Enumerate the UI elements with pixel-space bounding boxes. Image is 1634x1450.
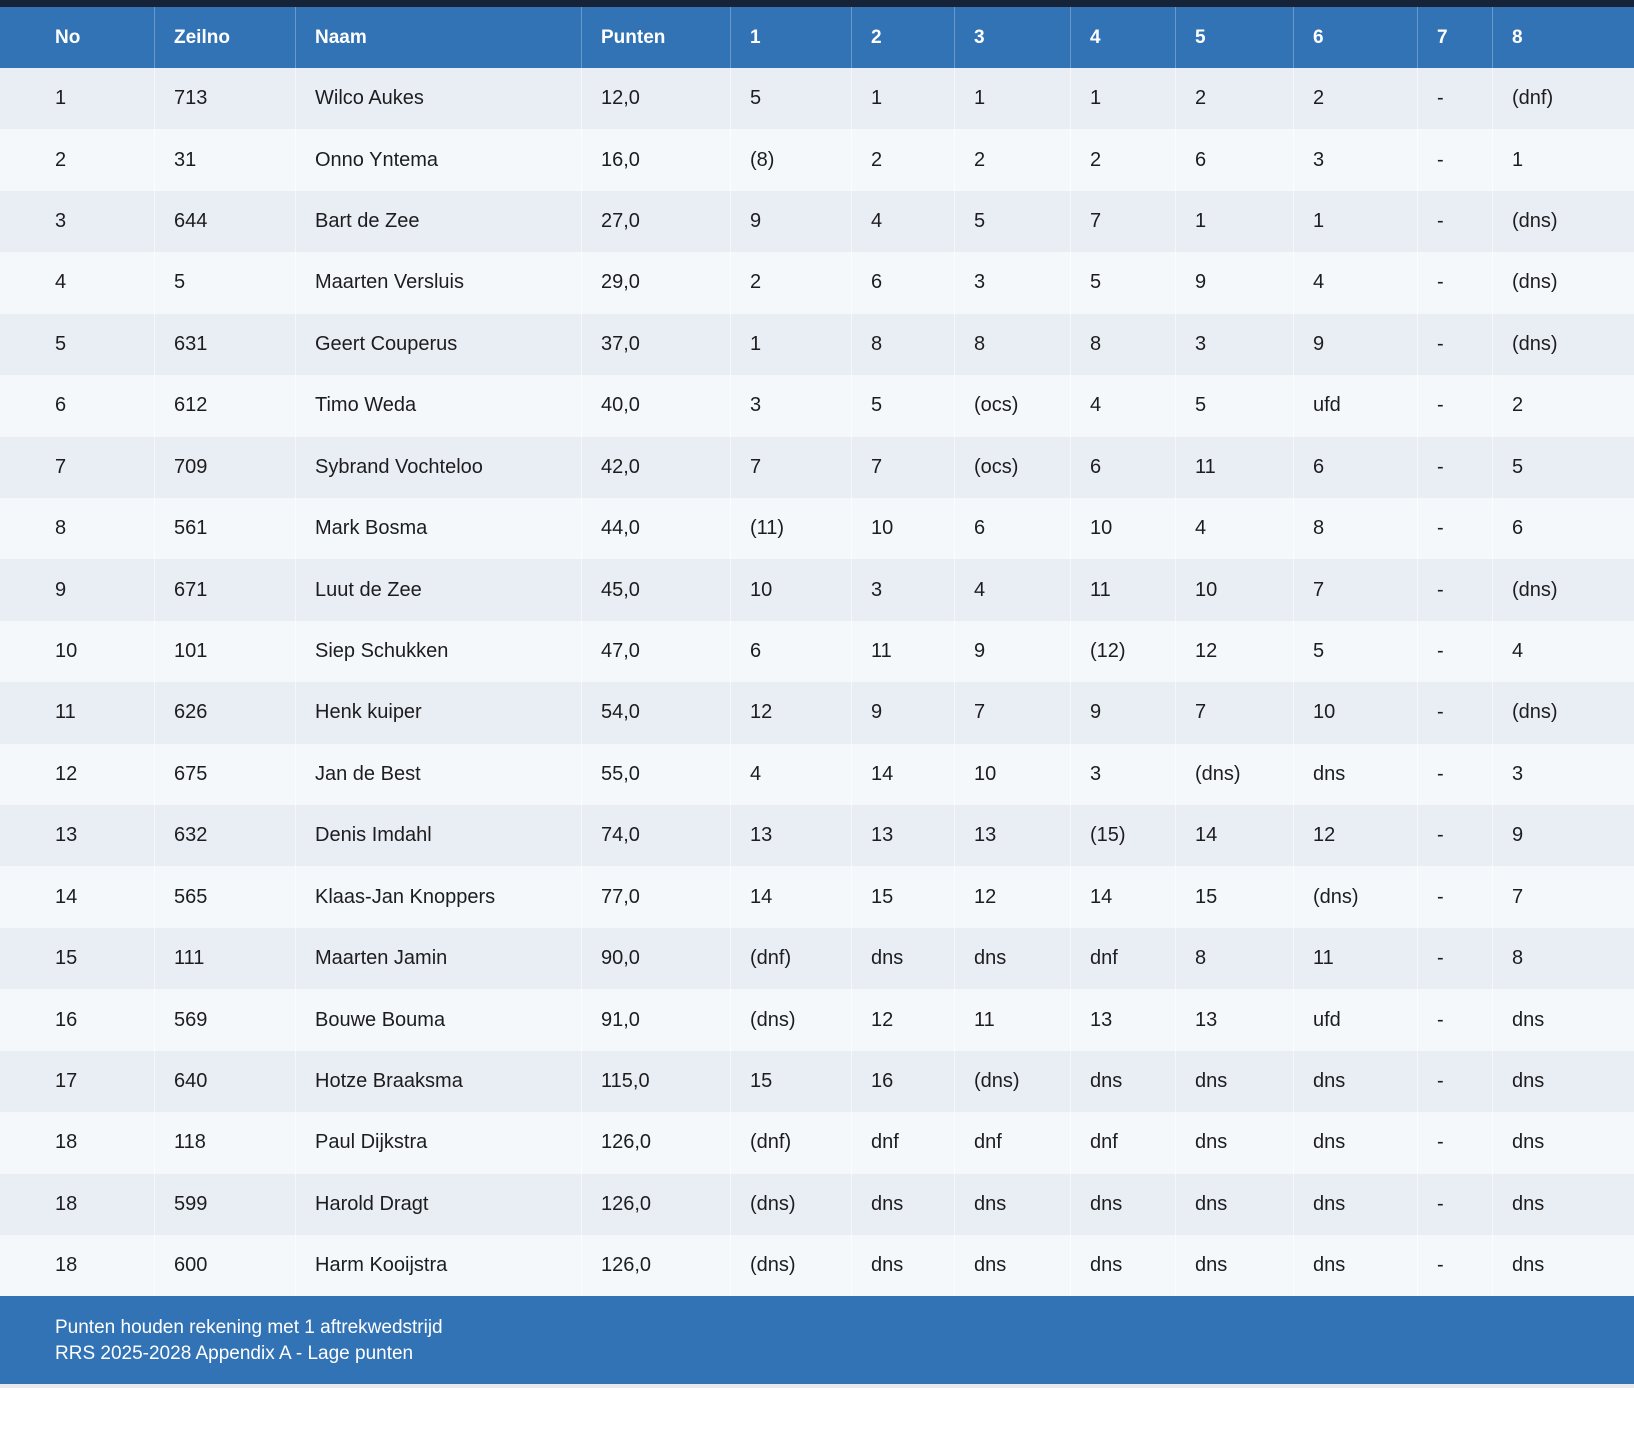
cell-zeilno: 631 [154,314,295,375]
cell-zeilno: 111 [154,928,295,989]
cell-r8: dns [1492,1174,1634,1235]
table-row [0,621,1634,682]
cell-r3: 10 [954,744,1070,805]
cell-zeilno: 675 [154,744,295,805]
cell-zeilno: 569 [154,989,295,1050]
cell-r5: 12 [1175,621,1293,682]
table-row [0,928,1634,989]
cell-r2: 14 [851,744,954,805]
cell-r5: (dns) [1175,744,1293,805]
cell-r8: dns [1492,989,1634,1050]
cell-r8: 9 [1492,805,1634,866]
cell-r1: 6 [730,621,851,682]
cell-naam: Wilco Aukes [295,68,581,129]
cell-no: 5 [55,332,67,355]
cell-r6: dns [1293,1174,1417,1235]
cell-zeilno: 709 [154,437,295,498]
cell-r7: - [1417,314,1492,375]
cell-r4: (12) [1070,621,1175,682]
cell-r4: dns [1070,1235,1175,1296]
cell-no: 7 [55,455,67,478]
cell-r4: dns [1070,1051,1175,1112]
cell-r6: 4 [1293,252,1417,313]
table-row [0,314,1634,375]
cell-naam: Paul Dijkstra [295,1112,581,1173]
cell-r1: (8) [730,129,851,190]
cell-r8: 8 [1492,928,1634,989]
cell-naam: Klaas-Jan Knoppers [295,866,581,927]
cell-zeilno: 118 [154,1112,295,1173]
cell-punten: 126,0 [581,1174,730,1235]
cell-r1: 4 [730,744,851,805]
cell-punten: 47,0 [581,621,730,682]
cell-no: 10 [55,640,78,662]
footer-note-line1: Punten houden rekening met 1 aftrekwedstrijd [55,1317,443,1339]
cell-r6: dns [1293,1051,1417,1112]
cell-no: 14 [55,885,78,908]
footer-note-line2: RRS 2025-2028 Appendix A - Lage punten [55,1343,414,1365]
cell-r3: 13 [954,805,1070,866]
cell-naam: Sybrand Vochteloo [295,437,581,498]
cell-r1: 12 [730,682,851,743]
cell-punten: 55,0 [581,744,730,805]
cell-no: 18 [55,1192,78,1215]
cell-r2: 1 [851,68,954,129]
cell-r1: 15 [730,1051,851,1112]
cell-r7: - [1417,375,1492,436]
cell-r5: dns [1175,1051,1293,1112]
cell-r7: - [1417,866,1492,927]
cell-r2: 12 [851,989,954,1050]
cell-r4: 14 [1070,866,1175,927]
cell-r8: 7 [1492,866,1634,927]
cell-no: 9 [55,578,67,601]
table-row [0,437,1634,498]
cell-r5: 2 [1175,68,1293,129]
cell-r4: dnf [1070,1112,1175,1173]
column-header-r7: 7 [1417,7,1492,68]
cell-no: 3 [55,210,67,233]
cell-r7: - [1417,1051,1492,1112]
cell-naam: Hotze Braaksma [295,1051,581,1112]
cell-punten: 29,0 [581,252,730,313]
cell-r8: 3 [1492,744,1634,805]
cell-r8: (dns) [1492,191,1634,252]
cell-r2: 8 [851,314,954,375]
cell-punten: 42,0 [581,437,730,498]
table-row [0,559,1634,620]
cell-r7: - [1417,989,1492,1050]
cell-r3: 6 [954,498,1070,559]
cell-zeilno: 612 [154,375,295,436]
column-header-r6: 6 [1293,7,1417,68]
column-header-no: No [55,26,81,48]
cell-r8: dns [1492,1112,1634,1173]
cell-r3: 9 [954,621,1070,682]
cell-r7: - [1417,252,1492,313]
cell-r1: 5 [730,68,851,129]
cell-r6: dns [1293,1235,1417,1296]
cell-r7: - [1417,437,1492,498]
column-header-r4: 4 [1070,7,1175,68]
cell-r5: 13 [1175,989,1293,1050]
cell-r2: dns [851,1235,954,1296]
cell-r8: 4 [1492,621,1634,682]
cell-punten: 45,0 [581,559,730,620]
bottom-strip [0,1384,1634,1388]
cell-zeilno: 101 [154,621,295,682]
cell-r6: 11 [1293,928,1417,989]
cell-r6: (dns) [1293,866,1417,927]
cell-no: 18 [55,1131,78,1154]
cell-r8: (dns) [1492,559,1634,620]
cell-r2: 6 [851,252,954,313]
cell-r6: dns [1293,744,1417,805]
cell-r8: 6 [1492,498,1634,559]
cell-no: 13 [55,824,78,847]
cell-r6: 9 [1293,314,1417,375]
cell-punten: 126,0 [581,1235,730,1296]
cell-r6: 7 [1293,559,1417,620]
cell-punten: 54,0 [581,682,730,743]
cell-no: 15 [55,947,78,970]
cell-r7: - [1417,1235,1492,1296]
cell-r5: dns [1175,1235,1293,1296]
cell-zeilno: 713 [154,68,295,129]
table-row [0,498,1634,559]
table-row [0,682,1634,743]
cell-naam: Bouwe Bouma [295,989,581,1050]
cell-r8: (dns) [1492,682,1634,743]
cell-r1: 10 [730,559,851,620]
table-row [0,252,1634,313]
cell-zeilno: 5 [154,252,295,313]
cell-r6: ufd [1293,375,1417,436]
cell-r3: 2 [954,129,1070,190]
cell-no: 17 [55,1069,78,1092]
cell-naam: Bart de Zee [295,191,581,252]
table-row [0,375,1634,436]
cell-r3: dnf [954,1112,1070,1173]
cell-r5: 15 [1175,866,1293,927]
column-header-r2: 2 [851,7,954,68]
cell-r4: dnf [1070,928,1175,989]
cell-zeilno: 31 [154,129,295,190]
cell-r3: 7 [954,682,1070,743]
table-row [0,191,1634,252]
table-row [0,866,1634,927]
cell-r7: - [1417,1112,1492,1173]
cell-r6: 12 [1293,805,1417,866]
cell-naam: Maarten Jamin [295,928,581,989]
cell-naam: Harm Kooijstra [295,1235,581,1296]
cell-r3: dns [954,1174,1070,1235]
table-row [0,1112,1634,1173]
cell-r5: dns [1175,1112,1293,1173]
cell-r5: 9 [1175,252,1293,313]
column-header-r1: 1 [730,7,851,68]
cell-r2: dns [851,1174,954,1235]
cell-r7: - [1417,129,1492,190]
cell-r4: 11 [1070,559,1175,620]
cell-r2: dnf [851,1112,954,1173]
cell-no: 6 [55,394,67,417]
cell-r3: dns [954,928,1070,989]
cell-r7: - [1417,1174,1492,1235]
table-row [0,1051,1634,1112]
cell-punten: 40,0 [581,375,730,436]
cell-r1: (dns) [730,1174,851,1235]
cell-r3: dns [954,1235,1070,1296]
cell-r8: dns [1492,1051,1634,1112]
cell-r8: 2 [1492,375,1634,436]
cell-r8: (dnf) [1492,68,1634,129]
cell-no: 2 [55,148,67,171]
cell-zeilno: 600 [154,1235,295,1296]
cell-r2: 3 [851,559,954,620]
footer-note [0,1296,1634,1384]
cell-r6: 3 [1293,129,1417,190]
cell-r2: 2 [851,129,954,190]
cell-r4: 2 [1070,129,1175,190]
cell-naam: Denis Imdahl [295,805,581,866]
column-header-punten: Punten [581,7,730,68]
cell-naam: Siep Schukken [295,621,581,682]
cell-punten: 91,0 [581,989,730,1050]
cell-punten: 12,0 [581,68,730,129]
cell-r2: 16 [851,1051,954,1112]
cell-r3: (ocs) [954,437,1070,498]
cell-r1: 13 [730,805,851,866]
cell-r4: dns [1070,1174,1175,1235]
cell-zeilno: 626 [154,682,295,743]
cell-r1: (dnf) [730,1112,851,1173]
cell-punten: 115,0 [581,1051,730,1112]
cell-r7: - [1417,559,1492,620]
cell-r4: (15) [1070,805,1175,866]
cell-r1: 7 [730,437,851,498]
cell-naam: Timo Weda [295,375,581,436]
cell-no: 8 [55,517,67,540]
cell-naam: Harold Dragt [295,1174,581,1235]
cell-r1: 14 [730,866,851,927]
cell-punten: 74,0 [581,805,730,866]
cell-r3: 1 [954,68,1070,129]
cell-r3: 11 [954,989,1070,1050]
cell-r6: 8 [1293,498,1417,559]
cell-r5: 7 [1175,682,1293,743]
cell-naam: Jan de Best [295,744,581,805]
cell-r2: 5 [851,375,954,436]
cell-r6: 10 [1293,682,1417,743]
cell-zeilno: 644 [154,191,295,252]
cell-r1: 9 [730,191,851,252]
cell-r7: - [1417,68,1492,129]
cell-r5: 8 [1175,928,1293,989]
cell-r6: dns [1293,1112,1417,1173]
cell-r5: 6 [1175,129,1293,190]
cell-r1: 1 [730,314,851,375]
cell-zeilno: 565 [154,866,295,927]
cell-r1: (11) [730,498,851,559]
cell-r3: 8 [954,314,1070,375]
cell-punten: 77,0 [581,866,730,927]
table-row [0,805,1634,866]
cell-r4: 1 [1070,68,1175,129]
cell-r1: (dns) [730,1235,851,1296]
cell-r2: dns [851,928,954,989]
cell-r6: 6 [1293,437,1417,498]
cell-no: 18 [55,1254,78,1277]
cell-r3: 4 [954,559,1070,620]
cell-no: 11 [55,701,76,724]
cell-r1: (dns) [730,989,851,1050]
cell-r6: 1 [1293,191,1417,252]
cell-zeilno: 632 [154,805,295,866]
cell-r2: 7 [851,437,954,498]
cell-no: 16 [55,1008,78,1031]
cell-r3: 3 [954,252,1070,313]
cell-r2: 9 [851,682,954,743]
cell-r7: - [1417,621,1492,682]
cell-r3: (ocs) [954,375,1070,436]
cell-punten: 16,0 [581,129,730,190]
table-body [0,68,1634,1296]
cell-r5: 1 [1175,191,1293,252]
cell-r5: dns [1175,1174,1293,1235]
cell-punten: 90,0 [581,928,730,989]
table-row [0,129,1634,190]
cell-naam: Onno Yntema [295,129,581,190]
cell-r4: 13 [1070,989,1175,1050]
cell-r2: 10 [851,498,954,559]
cell-r3: (dns) [954,1051,1070,1112]
column-header-zeilno: Zeilno [154,7,295,68]
cell-punten: 27,0 [581,191,730,252]
cell-naam: Henk kuiper [295,682,581,743]
cell-punten: 37,0 [581,314,730,375]
cell-r8: (dns) [1492,252,1634,313]
cell-r2: 13 [851,805,954,866]
cell-no: 12 [55,762,78,785]
cell-r4: 10 [1070,498,1175,559]
cell-r2: 4 [851,191,954,252]
table-header-row [0,7,1634,68]
cell-r7: - [1417,928,1492,989]
cell-r2: 15 [851,866,954,927]
cell-r4: 8 [1070,314,1175,375]
cell-r3: 12 [954,866,1070,927]
cell-r4: 6 [1070,437,1175,498]
cell-naam: Mark Bosma [295,498,581,559]
cell-r8: 5 [1492,437,1634,498]
cell-r5: 4 [1175,498,1293,559]
cell-r5: 10 [1175,559,1293,620]
cell-r2: 11 [851,621,954,682]
cell-r1: 2 [730,252,851,313]
cell-zeilno: 671 [154,559,295,620]
cell-no: 1 [55,87,67,110]
cell-r1: (dnf) [730,928,851,989]
cell-r1: 3 [730,375,851,436]
cell-r8: 1 [1492,129,1634,190]
cell-r5: 11 [1175,437,1293,498]
table-row [0,1174,1634,1235]
cell-r7: - [1417,191,1492,252]
cell-r8: dns [1492,1235,1634,1296]
results-table [0,7,1634,1296]
cell-zeilno: 640 [154,1051,295,1112]
column-header-naam: Naam [295,7,581,68]
cell-r4: 9 [1070,682,1175,743]
cell-r8: (dns) [1492,314,1634,375]
cell-r6: ufd [1293,989,1417,1050]
cell-r3: 5 [954,191,1070,252]
column-header-r5: 5 [1175,7,1293,68]
cell-r5: 5 [1175,375,1293,436]
cell-punten: 44,0 [581,498,730,559]
cell-r7: - [1417,805,1492,866]
cell-r6: 2 [1293,68,1417,129]
cell-r6: 5 [1293,621,1417,682]
cell-r4: 5 [1070,252,1175,313]
cell-naam: Maarten Versluis [295,252,581,313]
table-row [0,1235,1634,1296]
column-header-r3: 3 [954,7,1070,68]
cell-no: 4 [55,271,67,294]
cell-r4: 7 [1070,191,1175,252]
cell-r7: - [1417,498,1492,559]
table-row [0,989,1634,1050]
cell-r5: 3 [1175,314,1293,375]
cell-r4: 3 [1070,744,1175,805]
table-row [0,744,1634,805]
cell-naam: Geert Couperus [295,314,581,375]
top-bar [0,0,1634,7]
cell-r4: 4 [1070,375,1175,436]
cell-r7: - [1417,744,1492,805]
cell-zeilno: 561 [154,498,295,559]
cell-zeilno: 599 [154,1174,295,1235]
cell-r7: - [1417,682,1492,743]
column-header-r8: 8 [1492,7,1634,68]
cell-punten: 126,0 [581,1112,730,1173]
cell-naam: Luut de Zee [295,559,581,620]
cell-r5: 14 [1175,805,1293,866]
table-row [0,68,1634,129]
